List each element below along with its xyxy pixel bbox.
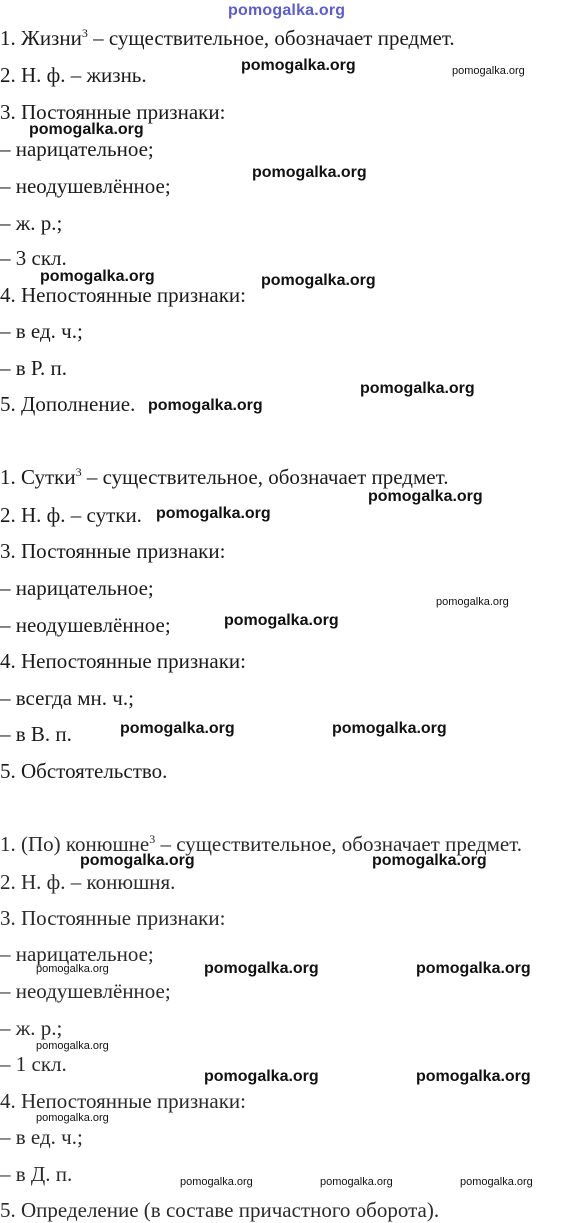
text-line: – всегда мн. ч.; [0, 686, 134, 710]
text-line: – нарицательное; [0, 576, 154, 600]
text-line: 5. Обстоятельство. [0, 759, 168, 783]
watermark: pomogalka.org [241, 57, 356, 74]
watermark: pomogalka.org [36, 1112, 109, 1124]
text-line: – неодушевлённое; [0, 613, 171, 637]
watermark: pomogalka.org [80, 852, 195, 869]
text-line: 4. Непостоянные признаки: [0, 1089, 246, 1113]
watermark: pomogalka.org [332, 720, 447, 737]
text-line: – неодушевлённое; [0, 979, 171, 1003]
watermark: pomogalka.org [320, 1176, 393, 1188]
text-line: 1. Сутки$^3$ – существительное, обозначает предмет. [0, 465, 449, 489]
text-line: 3. Постоянные признаки: [0, 906, 226, 930]
watermark: pomogalka.org [416, 1068, 531, 1085]
watermark: pomogalka.org [156, 505, 271, 522]
text-line: 2. Н. ф. – сутки. [0, 503, 142, 527]
watermark: pomogalka.org [29, 121, 144, 138]
text-line: 5. Дополнение. [0, 392, 136, 416]
text-line: – 1 скл. [0, 1052, 67, 1076]
watermark: pomogalka.org [204, 1068, 319, 1085]
watermark: pomogalka.org [36, 1040, 109, 1052]
watermark: pomogalka.org [224, 612, 339, 629]
text-line: – в Д. п. [0, 1162, 73, 1186]
text-line: – нарицательное; [0, 137, 154, 161]
text-line: – ж. р.; [0, 211, 63, 235]
text-line: 4. Непостоянные признаки: [0, 649, 246, 673]
text-line: 2. Н. ф. – жизнь. [0, 63, 147, 87]
text-line: – неодушевлённое; [0, 174, 171, 198]
watermark: pomogalka.org [36, 963, 109, 975]
text-line: – в ед. ч.; [0, 319, 83, 343]
watermark: pomogalka.org [261, 272, 376, 289]
watermark: pomogalka.org [416, 960, 531, 977]
watermark: pomogalka.org [40, 268, 155, 285]
text-line: 3. Постоянные признаки: [0, 100, 226, 124]
text-line: – в Р. п. [0, 356, 67, 380]
watermark: pomogalka.org [452, 65, 525, 77]
watermark: pomogalka.org [120, 720, 235, 737]
text-line: – нарицательное; [0, 942, 154, 966]
text-line: 4. Непостоянные признаки: [0, 283, 246, 307]
text-line: 2. Н. ф. – конюшня. [0, 870, 176, 894]
text-line: 1. (По) конюшне$^3$ – существительное, обозначает предмет. [0, 832, 523, 856]
text-line: – 3 скл. [0, 246, 67, 270]
watermark: pomogalka.org [436, 596, 509, 608]
watermark: pomogalka.org [460, 1176, 533, 1188]
watermark: pomogalka.org [252, 164, 367, 181]
text-line: 5. Определение (в составе причастного оборота). [0, 1198, 440, 1222]
watermark: pomogalka.org [372, 852, 487, 869]
text-line: – ж. р.; [0, 1016, 63, 1040]
text-line: – в ед. ч.; [0, 1125, 83, 1149]
watermark: pomogalka.org [360, 380, 475, 397]
watermark: pomogalka.org [180, 1176, 253, 1188]
watermark: pomogalka.org [368, 488, 483, 505]
text-line: 3. Постоянные признаки: [0, 539, 226, 563]
text-line: – в В. п. [0, 722, 72, 746]
watermark: pomogalka.org [204, 960, 319, 977]
text-line: 1. Жизни$^3$ – существительное, обозначает предмет. [0, 26, 455, 50]
header-watermark: pomogalka.org [228, 2, 346, 19]
watermark: pomogalka.org [148, 397, 263, 414]
